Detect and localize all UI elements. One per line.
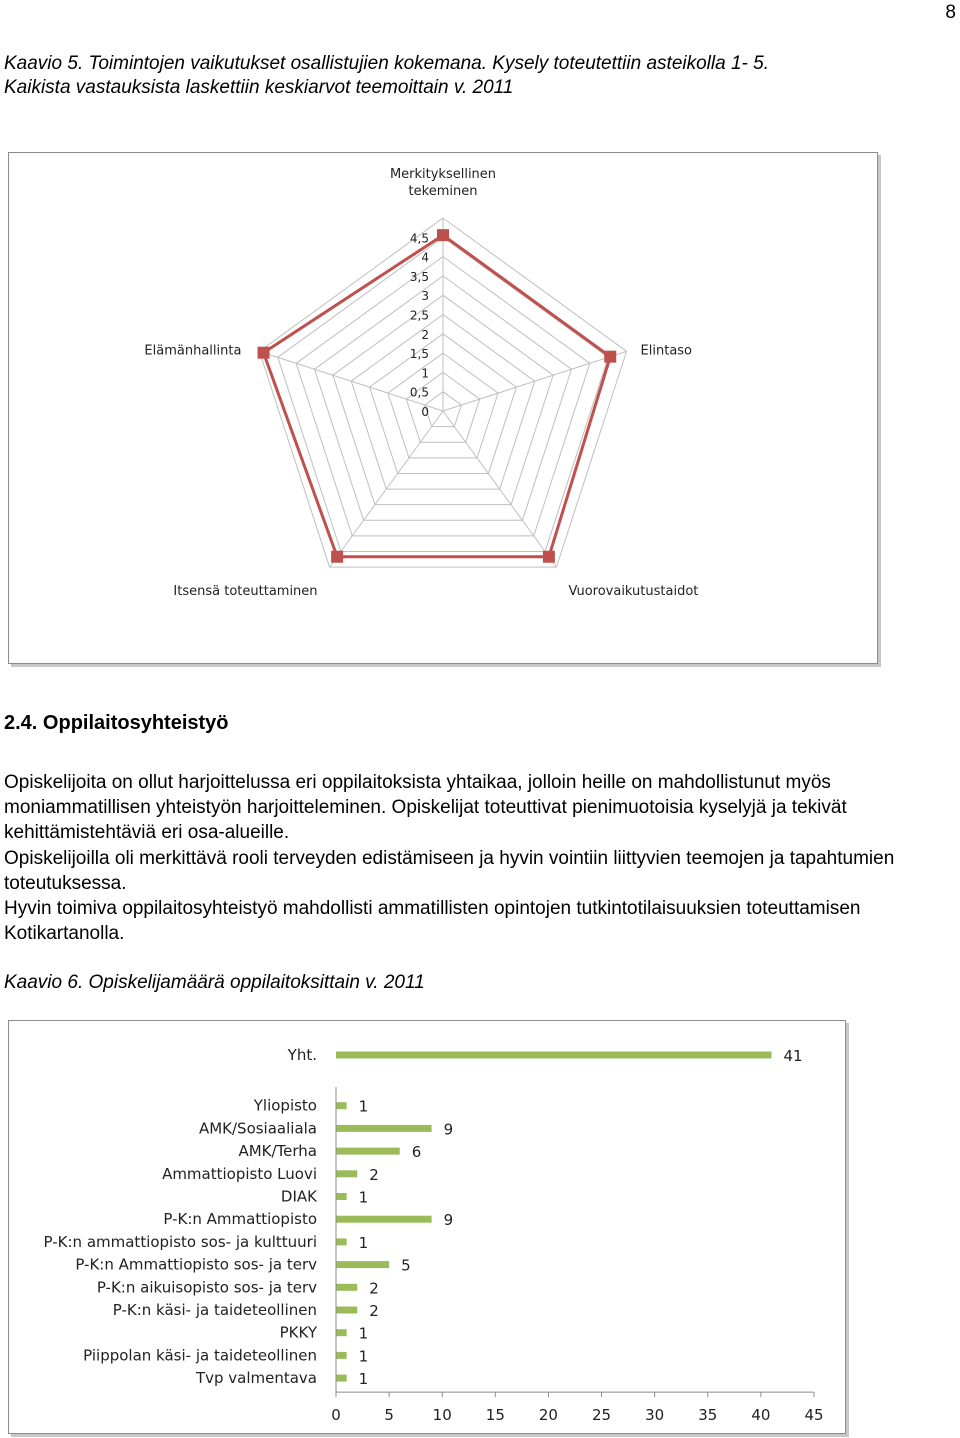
x-tick-label: 35	[698, 1406, 718, 1425]
x-tick-label: 15	[485, 1406, 505, 1425]
bar-category-label: AMK/Sosiaaliala	[198, 1119, 317, 1138]
caption-line-2: Kaikista vastauksista laskettiin keskiarvot teemoittain v. 2011	[4, 77, 514, 98]
x-tick-label: 30	[645, 1406, 665, 1425]
bar	[336, 1307, 357, 1314]
bar-category-label: DIAK	[280, 1187, 317, 1206]
page-number: 8	[945, 2, 956, 23]
bar-category-label: P-K:n Ammattiopisto	[163, 1210, 317, 1229]
bar	[336, 1193, 347, 1200]
section-heading: 2.4. Oppilaitosyhteistyö	[4, 712, 229, 734]
radar-tick-label: 3,5	[409, 269, 429, 284]
x-tick-label: 25	[592, 1406, 612, 1425]
radar-chart	[9, 153, 877, 663]
paragraph-1: Opiskelijoita on ollut harjoittelussa eri oppilaitoksista yhtaikaa, jolloin heille on mahdollistunut myös moniammatillisen yhteistyön harjoitteleminen. Opiskelijat toteuttivat pienimuotoisia kyselyjä ja tekivät kehittämistehtäviä eri osa-alueille.	[4, 772, 847, 843]
bar-category-label: AMK/Terha	[238, 1142, 317, 1161]
bar-value-label: 9	[443, 1211, 454, 1230]
radar-data-point	[604, 351, 616, 363]
figure-caption-bar: Kaavio 6. Opiskelijamäärä oppilaitoksittain v. 2011	[4, 972, 425, 993]
paragraph-2: Opiskelijoilla oli merkittävä rooli terveyden edistämiseen ja hyvin vointiin liittyvien teemojen ja tapahtumien toteutuksessa.	[4, 848, 895, 894]
bar-value-label: 2	[369, 1165, 379, 1184]
bar-chart	[9, 1021, 845, 1433]
bar-category-label: PKKY	[279, 1323, 317, 1342]
bar	[336, 1238, 347, 1245]
bar	[336, 1261, 389, 1268]
bar-category-label: P-K:n aikuisopisto sos- ja terv	[96, 1278, 317, 1297]
bar	[336, 1125, 432, 1132]
bar-chart-frame	[8, 1020, 846, 1434]
bar-category-label: Yliopisto	[253, 1096, 317, 1115]
radar-axis-label: Elämänhallinta	[144, 343, 242, 359]
bar-value-label: 1	[358, 1097, 369, 1116]
bar	[336, 1375, 347, 1382]
radar-tick-label: 1	[421, 366, 429, 381]
radar-tick-label: 0,5	[409, 385, 429, 400]
radar-data-point	[258, 347, 270, 359]
radar-tick-label: 4	[421, 250, 429, 265]
paragraph-3: Hyvin toimiva oppilaitosyhteistyö mahdollisti ammatillisten opintojen tutkintotilaisuuksien toteuttamisen Kotikartanolla.	[4, 898, 861, 944]
bar	[336, 1102, 347, 1109]
bar-category-label: P-K:n Ammattiopisto sos- ja terv	[75, 1255, 317, 1274]
bar-category-label: P-K:n käsi- ja taideteollinen	[112, 1301, 317, 1319]
bar	[336, 1148, 400, 1155]
radar-axis-label: Vuorovaikutustaidot	[568, 584, 699, 600]
x-tick-label: 10	[432, 1406, 452, 1425]
bar	[336, 1352, 347, 1359]
figure-caption-radar	[4, 52, 769, 100]
bar-value-label: 1	[358, 1324, 369, 1343]
radar-tick-label: 4,5	[409, 231, 429, 246]
bar-value-label: 1	[358, 1233, 369, 1252]
radar-tick-label: 2	[421, 327, 429, 342]
bar-value-label: 1	[358, 1347, 369, 1366]
radar-tick-label: 3	[421, 289, 429, 304]
bar-value-label: 9	[443, 1120, 454, 1139]
bar	[336, 1284, 357, 1291]
bar-category-label: Ammattiopisto Luovi	[162, 1164, 317, 1183]
radar-tick-label: 2,5	[409, 308, 429, 323]
radar-axis-label: Merkityksellinen	[389, 167, 497, 182]
bar-value-label: 2	[369, 1279, 379, 1298]
x-tick-label: 0	[331, 1406, 341, 1425]
radar-axis-label: tekeminen	[408, 184, 478, 199]
x-tick-label: 5	[384, 1406, 394, 1425]
bar-value-label: 1	[358, 1370, 369, 1389]
x-tick-label: 20	[538, 1406, 558, 1425]
radar-tick-label: 1,5	[409, 347, 429, 362]
bar-value-label: 41	[783, 1047, 803, 1065]
bar-category-label: Yht.	[287, 1046, 317, 1064]
bar-value-label: 2	[369, 1302, 379, 1320]
bar-category-label: P-K:n ammattiopisto sos- ja kulttuuri	[43, 1232, 317, 1251]
caption-line-1: Kaavio 5. Toimintojen vaikutukset osallistujien kokemana. Kysely toteutettiin asteikolla 1- 5.	[4, 53, 769, 74]
bar-value-label: 1	[358, 1188, 369, 1207]
bar-category-label: Tvp valmentava	[195, 1369, 317, 1388]
radar-axis-label: Elintaso	[640, 343, 693, 359]
x-tick-label: 45	[804, 1406, 824, 1425]
radar-axis-label: Itsensä toteuttaminen	[173, 584, 318, 600]
radar-data-point	[543, 551, 555, 563]
bar-value-label: 6	[411, 1143, 422, 1162]
bar	[336, 1329, 347, 1336]
bar	[336, 1170, 357, 1177]
bar	[336, 1216, 432, 1223]
bar-value-label: 5	[401, 1256, 411, 1275]
x-tick-label: 40	[751, 1406, 771, 1425]
bar	[336, 1052, 772, 1059]
radar-data-point	[437, 229, 449, 241]
radar-spoke	[443, 351, 627, 411]
radar-data-point	[331, 551, 343, 563]
radar-tick-label: 0	[421, 405, 429, 419]
bar-category-label: Piippolan käsi- ja taideteollinen	[83, 1346, 317, 1365]
radar-chart-frame	[8, 152, 878, 664]
